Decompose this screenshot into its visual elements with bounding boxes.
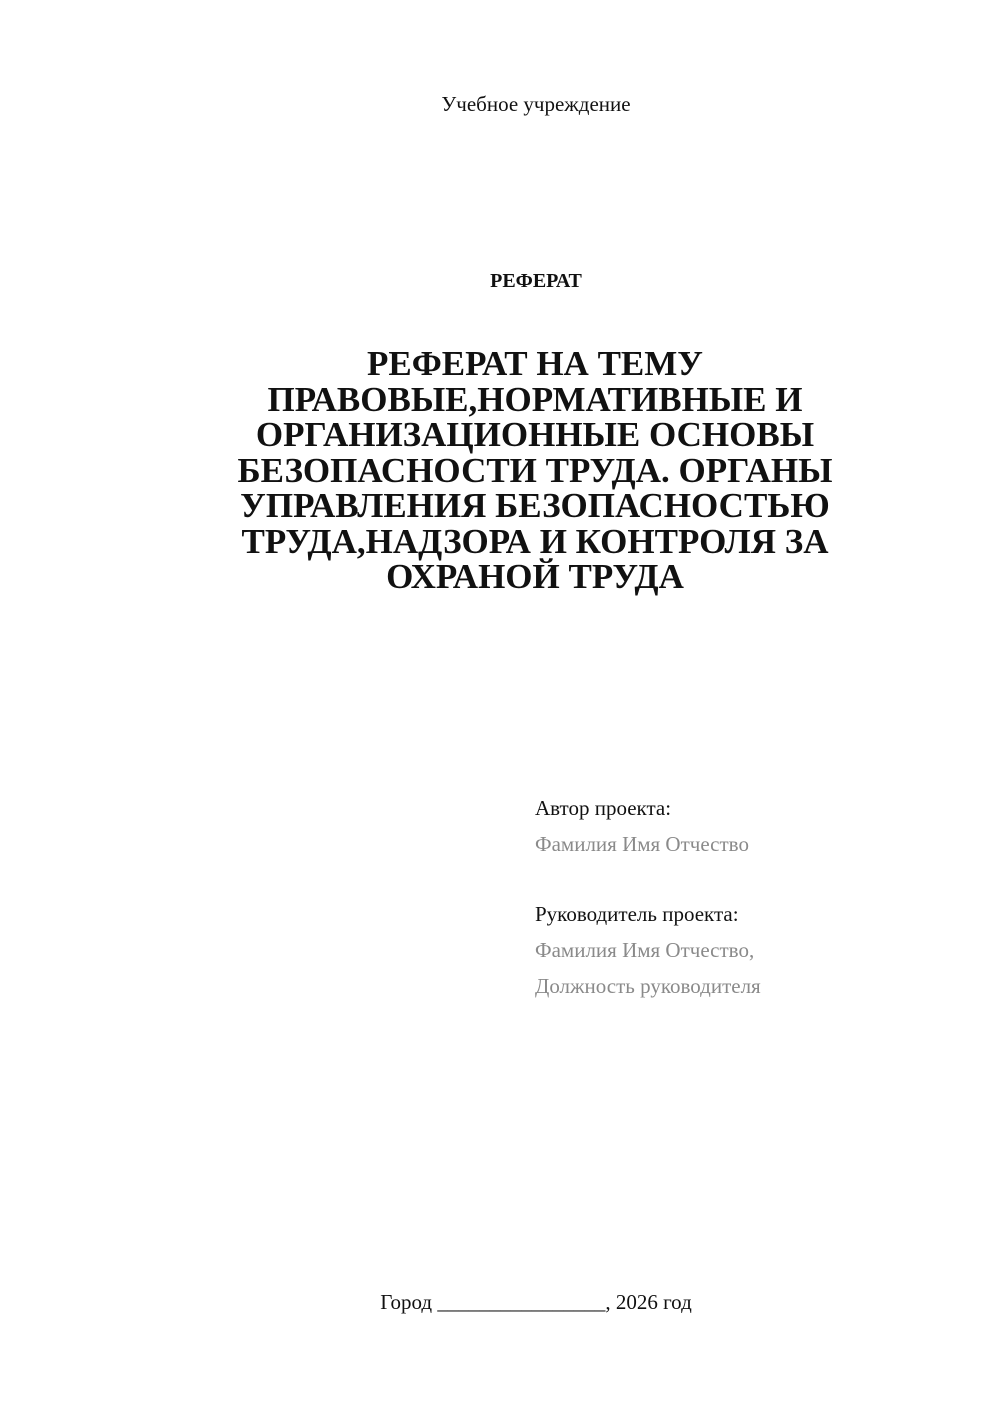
- title-line: ПРАВОВЫЕ,НОРМАТИВНЫЕ И: [267, 379, 803, 419]
- supervisor-position: Должность руководителя: [535, 974, 761, 998]
- authors-block: [535, 790, 761, 1004]
- document-type: РЕФЕРАТ: [490, 270, 582, 292]
- title-line: УПРАВЛЕНИЯ БЕЗОПАСНОСТЬЮ: [240, 486, 830, 525]
- author-name: Фамилия Имя Отчество: [535, 832, 749, 856]
- title-line: ОРГАНИЗАЦИОННЫЕ ОСНОВЫ: [255, 415, 815, 454]
- institution-name: Учебное учреждение: [441, 92, 631, 116]
- spacer: [535, 862, 761, 896]
- supervisor-name: Фамилия Имя Отчество,: [535, 938, 755, 962]
- supervisor-label: Руководитель проекта:: [535, 902, 739, 926]
- title-line: БЕЗОПАСНОСТИ ТРУДА. ОРГАНЫ: [237, 450, 833, 490]
- title-line: РЕФЕРАТ НА ТЕМУ: [367, 344, 703, 383]
- title-line: ОХРАНОЙ ТРУДА: [386, 557, 684, 596]
- document-title: [175, 346, 895, 595]
- title-line: ТРУДА,НАДЗОРА И КОНТРОЛЯ ЗА: [241, 521, 829, 561]
- author-label: Автор проекта:: [535, 796, 672, 820]
- city-year-line: Город ________________, 2026 год: [380, 1290, 692, 1314]
